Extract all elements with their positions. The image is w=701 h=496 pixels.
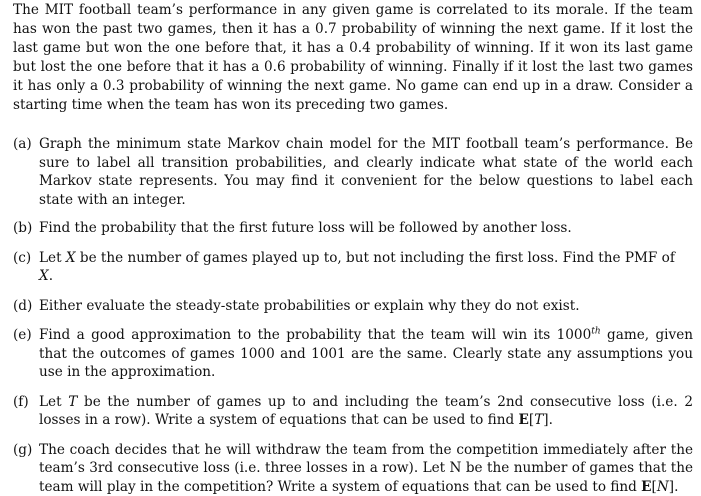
part-label: (b) bbox=[13, 219, 39, 238]
part-label: (c) bbox=[13, 249, 39, 268]
part-label: (e) bbox=[13, 326, 39, 345]
part-text: Either evaluate the steady-state probabilities or explain why they do not exist. bbox=[39, 297, 693, 316]
part-label: (a) bbox=[13, 135, 39, 154]
part-a bbox=[13, 135, 693, 209]
part-g bbox=[13, 441, 693, 496]
part-c bbox=[13, 249, 693, 286]
problem-intro: The MIT football team’s performance in any given game is correlated to its morale. If the team has won the past two games, then it has a 0.7 probability of winning the next game. If it lost the last game but won the one before that, it has a 0.4 probability of winning. If it won its last game but lost the one before that it has a 0.6 probability of winning. Finally if it lost the last two games it has only a 0.3 probability of winning the next game. No game can end up in a draw. Consider a starting time when the team has won its preceding two games. bbox=[13, 1, 693, 115]
part-text: The coach decides that he will withdraw the team from the competition immediately after the team’s 3rd consecutive loss (i.e. three losses in a row). Let N be the number of games that the team will play in the competition? Write a system of equations that can be used to find E[N]. bbox=[39, 441, 693, 496]
part-text: Find a good approximation to the probability that the team will win its 1000th game, given that the outcomes of games 1000 and 1001 are the same. Clearly state any assumptions you use in the approximation. bbox=[39, 326, 693, 382]
part-text: Find the probability that the first future loss will be followed by another loss. bbox=[39, 219, 693, 238]
part-label: (f) bbox=[13, 393, 39, 412]
part-text: Let T be the number of games up to and including the team’s 2nd consecutive loss (i.e. 2 losses in a row). Write a system of equations that can be used to find E[T]. bbox=[39, 393, 693, 430]
part-text: Graph the minimum state Markov chain model for the MIT football team’s performance. Be sure to label all transition probabilities, and clearly indicate what state of the world each Markov state represents. You may find it convenient for the below questions to label each state with an integer. bbox=[39, 135, 693, 209]
part-b bbox=[13, 219, 693, 238]
part-label: (g) bbox=[13, 441, 39, 460]
part-e bbox=[13, 326, 693, 382]
part-label: (d) bbox=[13, 297, 39, 316]
parts-list bbox=[13, 135, 693, 496]
part-text: Let X be the number of games played up to, but not including the first loss. Find the PMF of X. bbox=[39, 249, 693, 286]
part-f bbox=[13, 393, 693, 430]
part-d bbox=[13, 297, 693, 316]
